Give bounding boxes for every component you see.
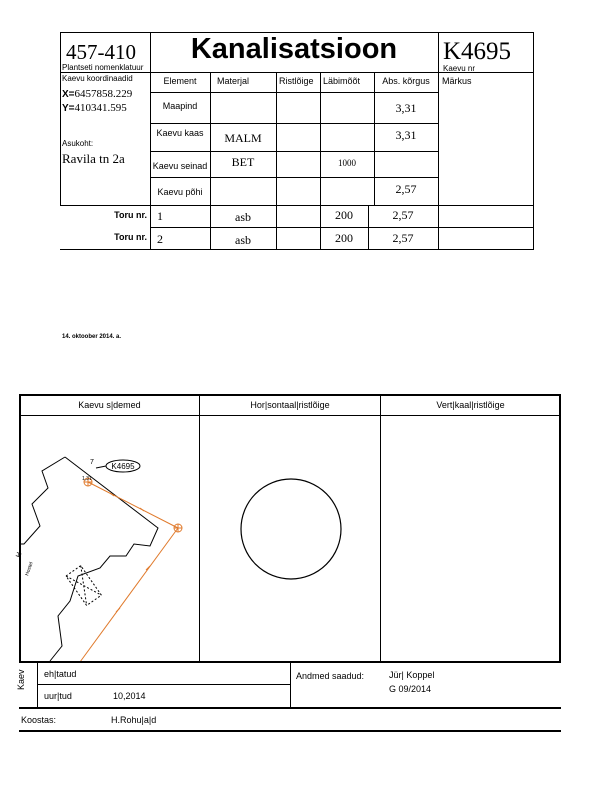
pipe-label: Toru nr. [114,232,147,242]
well-sketch [15,416,199,662]
row-diameter: 1000 [338,158,356,168]
row-elevation: 2,57 [395,182,417,196]
pipe-no: 1 [157,209,163,223]
page-title: Kanalisatsioon [190,33,398,65]
row-element: Kaevu põhi [157,187,203,197]
plate-code: 457-410 [66,40,136,64]
row-element: Kaevu kaas [156,128,204,138]
plate-label: Plantseti nomenklatuur [62,63,144,72]
well-circle [241,479,341,579]
footer-surveyed-value: 10,2014 [113,691,146,701]
footer-source-label: Andmed saadud: [296,671,365,681]
footer-source-name: Jür| Koppel [389,670,435,680]
coord-x-value: 6457858.229 [74,88,133,100]
pipe-diameter: 200 [335,208,353,222]
sketch-hostel-label: Hostel [24,561,35,577]
coord-y [62,102,127,114]
horizontal-section [200,416,380,662]
pipe-material: asb [235,233,251,247]
footer-side-label: Kaev [16,669,26,690]
pipe-elevation: 2,57 [392,231,414,245]
sketch-number: 7 [90,459,94,466]
col-header-remark: Märkus [442,76,472,86]
address-value: Ravila tn 2a [62,151,125,166]
pipe-no: 2 [157,232,163,246]
col-header-elevation: Abs. kõrgus [382,76,430,86]
coord-x-label: X= [62,89,75,100]
well-id-label: Kaevu nr [443,64,476,73]
footer-surveyed-label: uur|tud [44,691,72,701]
pipe-elevation: 2,57 [392,208,414,222]
col-header-section: Ristlõige [279,76,314,86]
row-element: Maapind [162,101,198,111]
sketch-h-label: H [15,551,24,559]
panel-title-vertical: Vert|kaal|ristlõige [436,400,505,410]
pipe-label: Toru nr. [114,210,147,220]
row-elevation: 3,31 [395,101,417,115]
row-element: Kaevu seinad [152,161,208,171]
col-header-element: Element [163,76,197,86]
col-header-material: Materjal [217,76,250,86]
footer-author-label: Koostas: [21,715,57,725]
row-material: BET [231,155,255,169]
coord-y-value: 410341.595 [74,102,127,114]
sketch-small-label: 1,31 [82,476,92,482]
col-header-diameter: Läbimõõt [323,76,361,86]
print-date: 14. oktoober 2014. a. [62,334,122,340]
footer-built-label: eh|tatud [44,669,77,679]
pipe-material: asb [235,210,251,224]
panel-title-horizontal: Hor|sontaal|ristlõige [250,400,330,410]
coord-x [62,88,132,100]
footer-source-code: G 09/2014 [389,684,432,694]
panel-title-sketch: Kaevu s|demed [78,400,141,410]
coords-label: Kaevu koordinaadid [62,74,133,83]
row-elevation: 3,31 [395,128,417,142]
row-material: MALM [224,131,262,145]
footer-author-name: H.Rohu|a|d [111,715,157,725]
pipe-diameter: 200 [335,231,353,245]
address-label: Asukoht: [62,139,94,148]
manhole-marker [174,524,182,532]
sketch-well-label: K4695 [111,462,135,471]
well-id: K4695 [443,38,512,65]
coord-y-label: Y= [62,103,75,114]
